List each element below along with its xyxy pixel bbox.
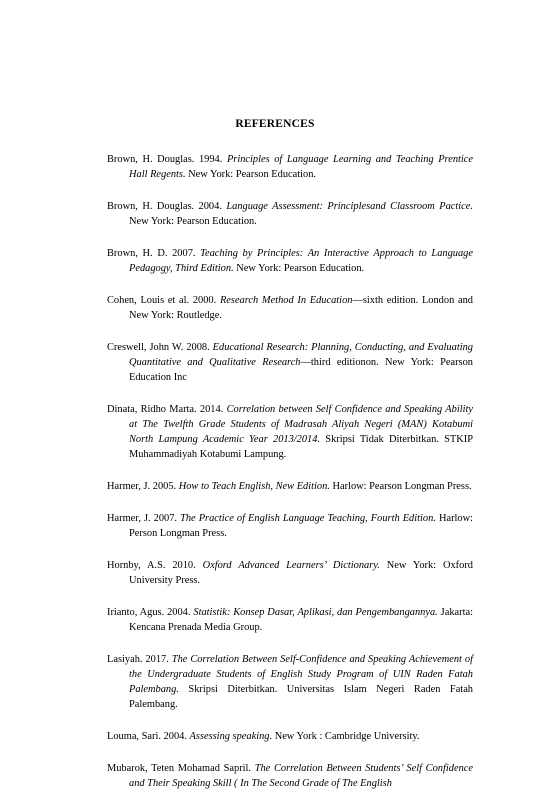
reference-publisher: Harlow: Pearson Longman Press. bbox=[329, 481, 472, 492]
reference-publisher: New York: Pearson Education. bbox=[129, 216, 257, 227]
reference-publisher: Jakarta: Kencana Prenada Media Group. bbox=[129, 607, 473, 633]
reference-title: Research Method In Education bbox=[219, 295, 353, 306]
reference-title: How to Teach English, New Edition. bbox=[178, 481, 330, 492]
reference-entry bbox=[107, 199, 473, 229]
reference-authors-year: Louma, Sari. 2004. bbox=[107, 731, 190, 742]
reference-publisher: New York: Pearson Education. bbox=[185, 169, 317, 180]
reference-title: Statistik: Konsep Dasar, Aplikasi, dan Pengembangannya. bbox=[193, 607, 438, 618]
reference-entry bbox=[107, 729, 473, 744]
reference-publisher: Harlow: Person Longman Press. bbox=[129, 513, 473, 539]
reference-entry bbox=[107, 605, 473, 635]
reference-authors-year: Brown, H. D. 2007. bbox=[107, 248, 201, 259]
reference-list bbox=[107, 152, 473, 808]
reference-authors-year: Lasiyah. 2017. bbox=[107, 654, 172, 665]
reference-publisher: —third editionon. New York: Pearson Education Inc bbox=[129, 357, 473, 383]
reference-title: Principles of Language Learning and Teaching Prentice Hall Regents. bbox=[129, 154, 474, 180]
reference-publisher: Skripsi Diterbitkan. Universitas Islam Negeri Raden Fatah Palembang. bbox=[129, 684, 473, 710]
reference-title: Educational Research: Planning, Conducting, and Evaluating Quantitative and Qualitative Research bbox=[129, 342, 473, 368]
reference-entry bbox=[107, 246, 473, 276]
reference-title: The Correlation Between Self-Confidence and Speaking Achievement of the Undergraduate Students of English Study Program of UIN Raden Fatah Palembang. bbox=[129, 654, 473, 695]
reference-title: The Correlation Between Students’ Self Confidence and Their Speaking Skill ( In The Second Grade of The English bbox=[129, 763, 473, 789]
reference-publisher: —sixth edition. London and New York: Routledge. bbox=[129, 295, 473, 321]
reference-title: Oxford Advanced Learners’ Dictionary. bbox=[202, 560, 380, 571]
reference-authors-year: Brown, H. Douglas. 2004. bbox=[107, 201, 227, 212]
reference-authors-year: Irianto, Agus. 2004. bbox=[107, 607, 194, 618]
reference-title: Assessing speaking bbox=[189, 731, 270, 742]
reference-entry bbox=[107, 652, 473, 712]
reference-title: The Practice of English Language Teaching, Fourth Edition. bbox=[180, 513, 436, 524]
reference-publisher: Skripsi Tidak Diterbitkan. STKIP Muhammadiyah Kotabumi Lampung. bbox=[129, 434, 473, 460]
reference-publisher: New York: Oxford University Press. bbox=[129, 560, 473, 586]
reference-entry bbox=[107, 511, 473, 541]
reference-publisher: New York: Pearson Education. bbox=[233, 263, 365, 274]
reference-entry bbox=[107, 479, 473, 494]
reference-authors-year: Cohen, Louis et al. 2000. bbox=[107, 295, 220, 306]
reference-authors-year: Hornby, A.S. 2010. bbox=[107, 560, 203, 571]
reference-publisher: . New York : Cambridge University. bbox=[269, 731, 420, 742]
reference-authors-year: Mubarok, Teten Mohamad Sapril. bbox=[107, 763, 255, 774]
page-title: REFERENCES bbox=[235, 118, 315, 130]
reference-title: Language Assessment: Principlesand Classroom Pactice. bbox=[226, 201, 473, 212]
reference-authors-year: Dinata, Ridho Marta. 2014. bbox=[107, 404, 227, 415]
reference-entry bbox=[107, 152, 473, 182]
reference-title: Teaching by Principles: An Interactive Approach to Language Pedagogy, Third Edition. bbox=[129, 248, 473, 274]
reference-entry bbox=[107, 558, 473, 588]
reference-entry bbox=[107, 761, 473, 791]
reference-title: Correlation between Self Confidence and Speaking Ability at The Twelfth Grade Students of Madrasah Aliyah Negeri (MAN) Kotabumi North Lampung Academic Year 2013/2014. bbox=[129, 404, 473, 445]
reference-entry bbox=[107, 340, 473, 385]
reference-authors-year: Brown, H. Douglas. 1994. bbox=[107, 154, 227, 165]
reference-authors-year: Harmer, J. 2005. bbox=[107, 481, 179, 492]
reference-entry bbox=[107, 402, 473, 462]
reference-authors-year: Harmer, J. 2007. bbox=[107, 513, 181, 524]
reference-entry bbox=[107, 293, 473, 323]
reference-authors-year: Creswell, John W. 2008. bbox=[107, 342, 213, 353]
